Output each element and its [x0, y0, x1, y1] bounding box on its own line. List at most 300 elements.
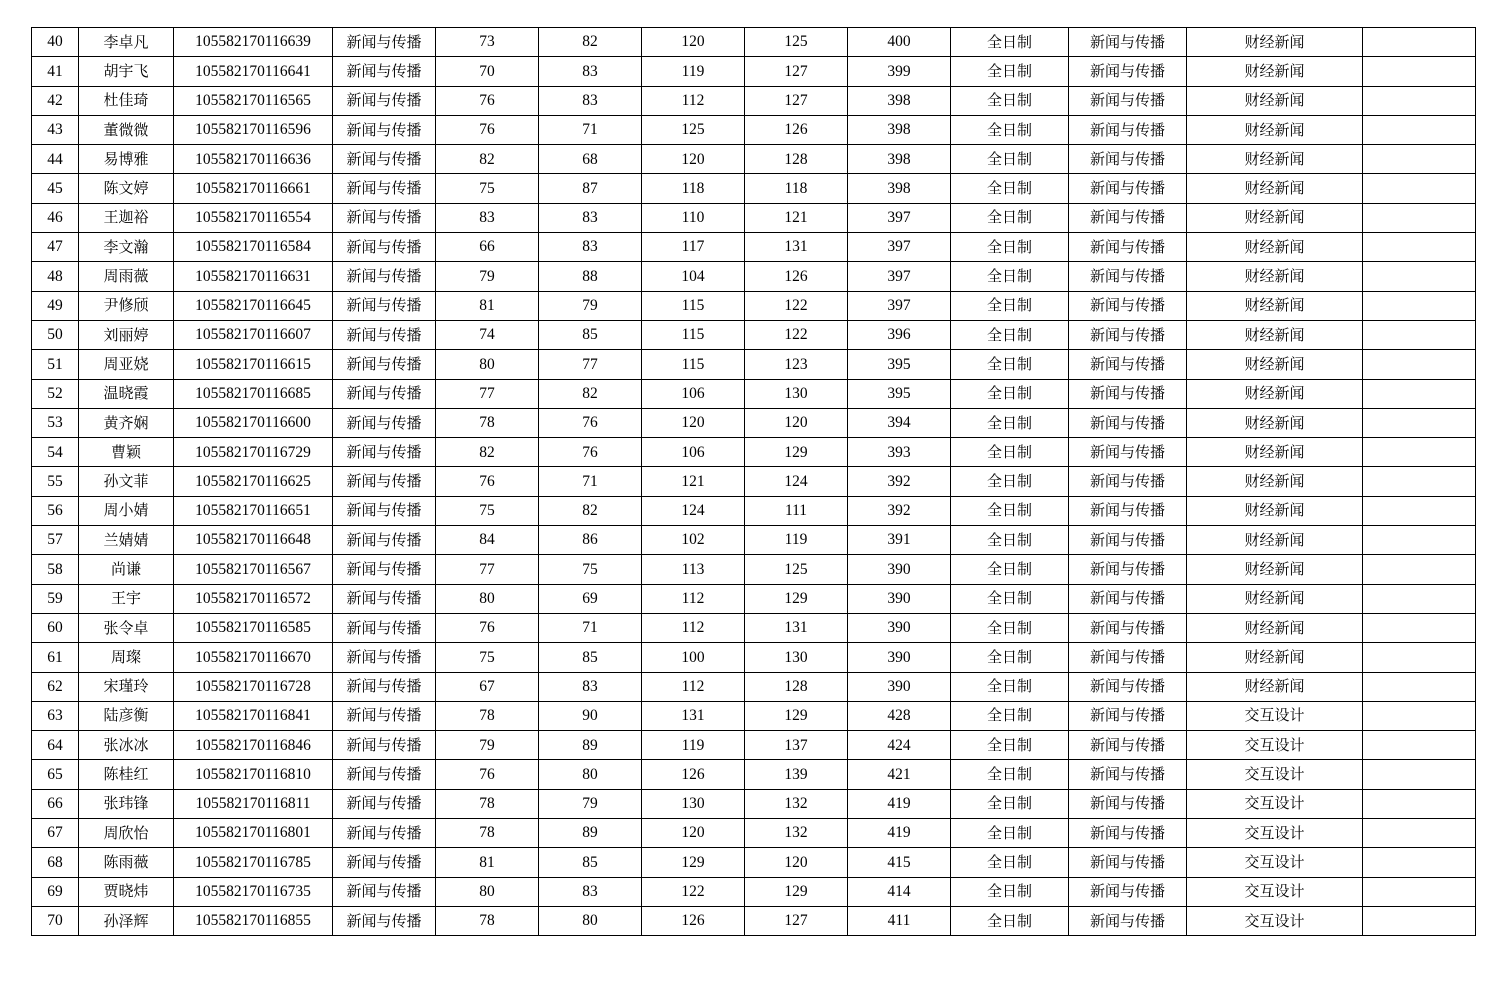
research-direction-cell: 交互设计 — [1187, 760, 1363, 789]
score-3-cell: 112 — [642, 584, 745, 613]
major-cell: 新闻与传播 — [333, 203, 436, 232]
study-mode-cell: 全日制 — [951, 496, 1069, 525]
table-row — [32, 496, 1476, 525]
exam-id-cell: 105582170116685 — [174, 379, 333, 408]
study-mode-cell: 全日制 — [951, 672, 1069, 701]
major-cell: 新闻与传播 — [333, 613, 436, 642]
major-cell: 新闻与传播 — [333, 555, 436, 584]
table-row — [32, 174, 1476, 203]
major-cell: 新闻与传播 — [333, 584, 436, 613]
score-1-cell: 78 — [436, 819, 539, 848]
study-mode-cell: 全日制 — [951, 203, 1069, 232]
study-mode-cell: 全日制 — [951, 86, 1069, 115]
name-cell: 孙泽辉 — [79, 906, 174, 935]
name-cell: 周欣怡 — [79, 819, 174, 848]
table-row — [32, 555, 1476, 584]
table-row — [32, 848, 1476, 877]
study-mode-cell: 全日制 — [951, 408, 1069, 437]
table-row — [32, 613, 1476, 642]
name-cell: 孙文菲 — [79, 467, 174, 496]
total-score-cell: 394 — [848, 408, 951, 437]
score-1-cell: 76 — [436, 86, 539, 115]
exam-id-cell: 105582170116735 — [174, 877, 333, 906]
score-4-cell: 129 — [745, 584, 848, 613]
row-number-cell: 51 — [32, 350, 79, 379]
total-score-cell: 392 — [848, 467, 951, 496]
row-number-cell: 70 — [32, 906, 79, 935]
score-1-cell: 67 — [436, 672, 539, 701]
exam-id-cell: 105582170116651 — [174, 496, 333, 525]
research-direction-cell: 财经新闻 — [1187, 526, 1363, 555]
table-row — [32, 467, 1476, 496]
table-row — [32, 291, 1476, 320]
exam-id-cell: 105582170116585 — [174, 613, 333, 642]
score-1-cell: 81 — [436, 848, 539, 877]
study-mode-cell: 全日制 — [951, 28, 1069, 57]
research-direction-cell: 财经新闻 — [1187, 174, 1363, 203]
exam-id-cell: 105582170116801 — [174, 819, 333, 848]
score-2-cell: 86 — [539, 526, 642, 555]
exam-id-cell: 105582170116728 — [174, 672, 333, 701]
admit-major-cell: 新闻与传播 — [1069, 643, 1187, 672]
score-4-cell: 132 — [745, 789, 848, 818]
score-4-cell: 122 — [745, 320, 848, 349]
score-3-cell: 104 — [642, 262, 745, 291]
admit-major-cell: 新闻与传播 — [1069, 526, 1187, 555]
row-number-cell: 52 — [32, 379, 79, 408]
total-score-cell: 398 — [848, 115, 951, 144]
study-mode-cell: 全日制 — [951, 145, 1069, 174]
total-score-cell: 424 — [848, 731, 951, 760]
major-cell: 新闻与传播 — [333, 145, 436, 174]
score-4-cell: 124 — [745, 467, 848, 496]
score-4-cell: 139 — [745, 760, 848, 789]
score-1-cell: 78 — [436, 789, 539, 818]
total-score-cell: 397 — [848, 233, 951, 262]
table-row — [32, 262, 1476, 291]
major-cell: 新闻与传播 — [333, 906, 436, 935]
major-cell: 新闻与传播 — [333, 28, 436, 57]
total-score-cell: 397 — [848, 291, 951, 320]
remark-cell — [1363, 320, 1476, 349]
exam-id-cell: 105582170116846 — [174, 731, 333, 760]
major-cell: 新闻与传播 — [333, 320, 436, 349]
score-3-cell: 120 — [642, 819, 745, 848]
score-3-cell: 126 — [642, 760, 745, 789]
table-row — [32, 408, 1476, 437]
score-4-cell: 127 — [745, 57, 848, 86]
score-4-cell: 120 — [745, 408, 848, 437]
row-number-cell: 68 — [32, 848, 79, 877]
exam-id-cell: 105582170116639 — [174, 28, 333, 57]
research-direction-cell: 财经新闻 — [1187, 291, 1363, 320]
row-number-cell: 62 — [32, 672, 79, 701]
table-row — [32, 701, 1476, 730]
remark-cell — [1363, 262, 1476, 291]
research-direction-cell: 财经新闻 — [1187, 613, 1363, 642]
major-cell: 新闻与传播 — [333, 789, 436, 818]
score-table — [31, 27, 1476, 936]
total-score-cell: 415 — [848, 848, 951, 877]
study-mode-cell: 全日制 — [951, 115, 1069, 144]
total-score-cell: 399 — [848, 57, 951, 86]
research-direction-cell: 财经新闻 — [1187, 350, 1363, 379]
major-cell: 新闻与传播 — [333, 643, 436, 672]
major-cell: 新闻与传播 — [333, 438, 436, 467]
research-direction-cell: 财经新闻 — [1187, 320, 1363, 349]
score-2-cell: 83 — [539, 672, 642, 701]
row-number-cell: 42 — [32, 86, 79, 115]
score-2-cell: 82 — [539, 28, 642, 57]
total-score-cell: 421 — [848, 760, 951, 789]
remark-cell — [1363, 86, 1476, 115]
score-4-cell: 132 — [745, 819, 848, 848]
remark-cell — [1363, 789, 1476, 818]
table-row — [32, 379, 1476, 408]
total-score-cell: 397 — [848, 203, 951, 232]
admit-major-cell: 新闻与传播 — [1069, 848, 1187, 877]
exam-id-cell: 105582170116661 — [174, 174, 333, 203]
remark-cell — [1363, 526, 1476, 555]
remark-cell — [1363, 379, 1476, 408]
score-2-cell: 76 — [539, 438, 642, 467]
exam-id-cell: 105582170116636 — [174, 145, 333, 174]
remark-cell — [1363, 760, 1476, 789]
exam-id-cell: 105582170116600 — [174, 408, 333, 437]
research-direction-cell: 财经新闻 — [1187, 438, 1363, 467]
table-row — [32, 57, 1476, 86]
name-cell: 张令卓 — [79, 613, 174, 642]
admit-major-cell: 新闻与传播 — [1069, 28, 1187, 57]
score-2-cell: 75 — [539, 555, 642, 584]
research-direction-cell: 交互设计 — [1187, 819, 1363, 848]
row-number-cell: 47 — [32, 233, 79, 262]
research-direction-cell: 财经新闻 — [1187, 115, 1363, 144]
total-score-cell: 395 — [848, 350, 951, 379]
row-number-cell: 56 — [32, 496, 79, 525]
total-score-cell: 392 — [848, 496, 951, 525]
study-mode-cell: 全日制 — [951, 379, 1069, 408]
score-1-cell: 79 — [436, 731, 539, 760]
score-3-cell: 130 — [642, 789, 745, 818]
study-mode-cell: 全日制 — [951, 320, 1069, 349]
score-4-cell: 131 — [745, 233, 848, 262]
study-mode-cell: 全日制 — [951, 789, 1069, 818]
research-direction-cell: 财经新闻 — [1187, 262, 1363, 291]
score-1-cell: 73 — [436, 28, 539, 57]
exam-id-cell: 105582170116670 — [174, 643, 333, 672]
admit-major-cell: 新闻与传播 — [1069, 262, 1187, 291]
score-4-cell: 137 — [745, 731, 848, 760]
row-number-cell: 65 — [32, 760, 79, 789]
remark-cell — [1363, 145, 1476, 174]
name-cell: 兰婧婧 — [79, 526, 174, 555]
row-number-cell: 58 — [32, 555, 79, 584]
row-number-cell: 64 — [32, 731, 79, 760]
admit-major-cell: 新闻与传播 — [1069, 467, 1187, 496]
row-number-cell: 40 — [32, 28, 79, 57]
table-row — [32, 819, 1476, 848]
remark-cell — [1363, 672, 1476, 701]
score-4-cell: 125 — [745, 555, 848, 584]
score-1-cell: 82 — [436, 438, 539, 467]
score-4-cell: 121 — [745, 203, 848, 232]
remark-cell — [1363, 57, 1476, 86]
score-3-cell: 115 — [642, 320, 745, 349]
row-number-cell: 55 — [32, 467, 79, 496]
row-number-cell: 66 — [32, 789, 79, 818]
total-score-cell: 419 — [848, 819, 951, 848]
exam-id-cell: 105582170116645 — [174, 291, 333, 320]
research-direction-cell: 财经新闻 — [1187, 379, 1363, 408]
admit-major-cell: 新闻与传播 — [1069, 408, 1187, 437]
research-direction-cell: 财经新闻 — [1187, 28, 1363, 57]
research-direction-cell: 财经新闻 — [1187, 57, 1363, 86]
score-4-cell: 125 — [745, 28, 848, 57]
study-mode-cell: 全日制 — [951, 350, 1069, 379]
row-number-cell: 63 — [32, 701, 79, 730]
total-score-cell: 428 — [848, 701, 951, 730]
table-row — [32, 877, 1476, 906]
score-3-cell: 115 — [642, 291, 745, 320]
score-2-cell: 85 — [539, 848, 642, 877]
exam-id-cell: 105582170116565 — [174, 86, 333, 115]
score-2-cell: 79 — [539, 789, 642, 818]
remark-cell — [1363, 643, 1476, 672]
row-number-cell: 57 — [32, 526, 79, 555]
score-2-cell: 85 — [539, 320, 642, 349]
exam-id-cell: 105582170116572 — [174, 584, 333, 613]
score-4-cell: 111 — [745, 496, 848, 525]
score-2-cell: 85 — [539, 643, 642, 672]
score-1-cell: 80 — [436, 584, 539, 613]
admit-major-cell: 新闻与传播 — [1069, 86, 1187, 115]
study-mode-cell: 全日制 — [951, 584, 1069, 613]
exam-id-cell: 105582170116625 — [174, 467, 333, 496]
admit-major-cell: 新闻与传播 — [1069, 906, 1187, 935]
admit-major-cell: 新闻与传播 — [1069, 496, 1187, 525]
study-mode-cell: 全日制 — [951, 174, 1069, 203]
admit-major-cell: 新闻与传播 — [1069, 789, 1187, 818]
admit-major-cell: 新闻与传播 — [1069, 233, 1187, 262]
score-2-cell: 82 — [539, 496, 642, 525]
row-number-cell: 50 — [32, 320, 79, 349]
major-cell: 新闻与传播 — [333, 672, 436, 701]
table-row — [32, 789, 1476, 818]
remark-cell — [1363, 819, 1476, 848]
admit-major-cell: 新闻与传播 — [1069, 320, 1187, 349]
major-cell: 新闻与传播 — [333, 350, 436, 379]
score-1-cell: 77 — [436, 555, 539, 584]
score-4-cell: 129 — [745, 438, 848, 467]
score-4-cell: 130 — [745, 379, 848, 408]
score-2-cell: 79 — [539, 291, 642, 320]
study-mode-cell: 全日制 — [951, 701, 1069, 730]
remark-cell — [1363, 584, 1476, 613]
score-3-cell: 120 — [642, 145, 745, 174]
exam-id-cell: 105582170116631 — [174, 262, 333, 291]
score-4-cell: 119 — [745, 526, 848, 555]
study-mode-cell: 全日制 — [951, 848, 1069, 877]
score-1-cell: 66 — [436, 233, 539, 262]
remark-cell — [1363, 613, 1476, 642]
score-2-cell: 71 — [539, 115, 642, 144]
exam-id-cell: 105582170116567 — [174, 555, 333, 584]
table-row — [32, 906, 1476, 935]
score-4-cell: 129 — [745, 701, 848, 730]
major-cell: 新闻与传播 — [333, 731, 436, 760]
name-cell: 李文瀚 — [79, 233, 174, 262]
major-cell: 新闻与传播 — [333, 701, 436, 730]
table-row — [32, 145, 1476, 174]
exam-id-cell: 105582170116810 — [174, 760, 333, 789]
remark-cell — [1363, 731, 1476, 760]
remark-cell — [1363, 174, 1476, 203]
remark-cell — [1363, 467, 1476, 496]
score-3-cell: 126 — [642, 906, 745, 935]
score-1-cell: 83 — [436, 203, 539, 232]
row-number-cell: 60 — [32, 613, 79, 642]
table-row — [32, 86, 1476, 115]
study-mode-cell: 全日制 — [951, 613, 1069, 642]
study-mode-cell: 全日制 — [951, 731, 1069, 760]
major-cell: 新闻与传播 — [333, 408, 436, 437]
score-3-cell: 102 — [642, 526, 745, 555]
admit-major-cell: 新闻与传播 — [1069, 57, 1187, 86]
table-row — [32, 115, 1476, 144]
major-cell: 新闻与传播 — [333, 291, 436, 320]
row-number-cell: 61 — [32, 643, 79, 672]
table-row — [32, 731, 1476, 760]
name-cell: 陈雨薇 — [79, 848, 174, 877]
score-2-cell: 83 — [539, 203, 642, 232]
total-score-cell: 390 — [848, 672, 951, 701]
study-mode-cell: 全日制 — [951, 467, 1069, 496]
score-4-cell: 123 — [745, 350, 848, 379]
row-number-cell: 59 — [32, 584, 79, 613]
score-3-cell: 131 — [642, 701, 745, 730]
score-1-cell: 75 — [436, 174, 539, 203]
score-3-cell: 115 — [642, 350, 745, 379]
total-score-cell: 395 — [848, 379, 951, 408]
table-body — [32, 28, 1476, 936]
study-mode-cell: 全日制 — [951, 262, 1069, 291]
score-2-cell: 83 — [539, 86, 642, 115]
admit-major-cell: 新闻与传播 — [1069, 819, 1187, 848]
admit-major-cell: 新闻与传播 — [1069, 115, 1187, 144]
score-2-cell: 87 — [539, 174, 642, 203]
total-score-cell: 397 — [848, 262, 951, 291]
major-cell: 新闻与传播 — [333, 819, 436, 848]
study-mode-cell: 全日制 — [951, 291, 1069, 320]
total-score-cell: 398 — [848, 145, 951, 174]
score-1-cell: 74 — [436, 320, 539, 349]
research-direction-cell: 财经新闻 — [1187, 467, 1363, 496]
study-mode-cell: 全日制 — [951, 643, 1069, 672]
score-3-cell: 122 — [642, 877, 745, 906]
score-4-cell: 126 — [745, 115, 848, 144]
score-4-cell: 122 — [745, 291, 848, 320]
score-4-cell: 131 — [745, 613, 848, 642]
admit-major-cell: 新闻与传播 — [1069, 174, 1187, 203]
admit-major-cell: 新闻与传播 — [1069, 613, 1187, 642]
name-cell: 陈桂红 — [79, 760, 174, 789]
remark-cell — [1363, 350, 1476, 379]
score-1-cell: 81 — [436, 291, 539, 320]
score-1-cell: 76 — [436, 760, 539, 789]
row-number-cell: 53 — [32, 408, 79, 437]
major-cell: 新闻与传播 — [333, 174, 436, 203]
remark-cell — [1363, 408, 1476, 437]
research-direction-cell: 财经新闻 — [1187, 555, 1363, 584]
score-2-cell: 71 — [539, 467, 642, 496]
study-mode-cell: 全日制 — [951, 877, 1069, 906]
score-1-cell: 76 — [436, 115, 539, 144]
admit-major-cell: 新闻与传播 — [1069, 203, 1187, 232]
score-4-cell: 127 — [745, 906, 848, 935]
score-1-cell: 75 — [436, 643, 539, 672]
study-mode-cell: 全日制 — [951, 819, 1069, 848]
research-direction-cell: 交互设计 — [1187, 731, 1363, 760]
research-direction-cell: 财经新闻 — [1187, 584, 1363, 613]
total-score-cell: 390 — [848, 584, 951, 613]
score-2-cell: 83 — [539, 233, 642, 262]
research-direction-cell: 财经新闻 — [1187, 408, 1363, 437]
score-3-cell: 119 — [642, 731, 745, 760]
admit-major-cell: 新闻与传播 — [1069, 291, 1187, 320]
major-cell: 新闻与传播 — [333, 760, 436, 789]
admit-major-cell: 新闻与传播 — [1069, 672, 1187, 701]
study-mode-cell: 全日制 — [951, 233, 1069, 262]
name-cell: 周璨 — [79, 643, 174, 672]
name-cell: 陈文婷 — [79, 174, 174, 203]
score-2-cell: 71 — [539, 613, 642, 642]
total-score-cell: 414 — [848, 877, 951, 906]
remark-cell — [1363, 877, 1476, 906]
row-number-cell: 41 — [32, 57, 79, 86]
row-number-cell: 45 — [32, 174, 79, 203]
table-row — [32, 760, 1476, 789]
total-score-cell: 396 — [848, 320, 951, 349]
score-3-cell: 110 — [642, 203, 745, 232]
row-number-cell: 48 — [32, 262, 79, 291]
name-cell: 温晓霞 — [79, 379, 174, 408]
study-mode-cell: 全日制 — [951, 57, 1069, 86]
score-4-cell: 128 — [745, 672, 848, 701]
score-2-cell: 69 — [539, 584, 642, 613]
remark-cell — [1363, 496, 1476, 525]
name-cell: 贾晓炜 — [79, 877, 174, 906]
name-cell: 胡宇飞 — [79, 57, 174, 86]
score-2-cell: 82 — [539, 379, 642, 408]
table-row — [32, 233, 1476, 262]
total-score-cell: 411 — [848, 906, 951, 935]
score-2-cell: 89 — [539, 819, 642, 848]
table-row — [32, 643, 1476, 672]
remark-cell — [1363, 291, 1476, 320]
admit-major-cell: 新闻与传播 — [1069, 760, 1187, 789]
score-3-cell: 100 — [642, 643, 745, 672]
exam-id-cell: 105582170116841 — [174, 701, 333, 730]
major-cell: 新闻与传播 — [333, 233, 436, 262]
name-cell: 陆彦衡 — [79, 701, 174, 730]
table-row — [32, 672, 1476, 701]
exam-id-cell: 105582170116811 — [174, 789, 333, 818]
score-1-cell: 79 — [436, 262, 539, 291]
score-4-cell: 120 — [745, 848, 848, 877]
score-1-cell: 78 — [436, 701, 539, 730]
remark-cell — [1363, 233, 1476, 262]
